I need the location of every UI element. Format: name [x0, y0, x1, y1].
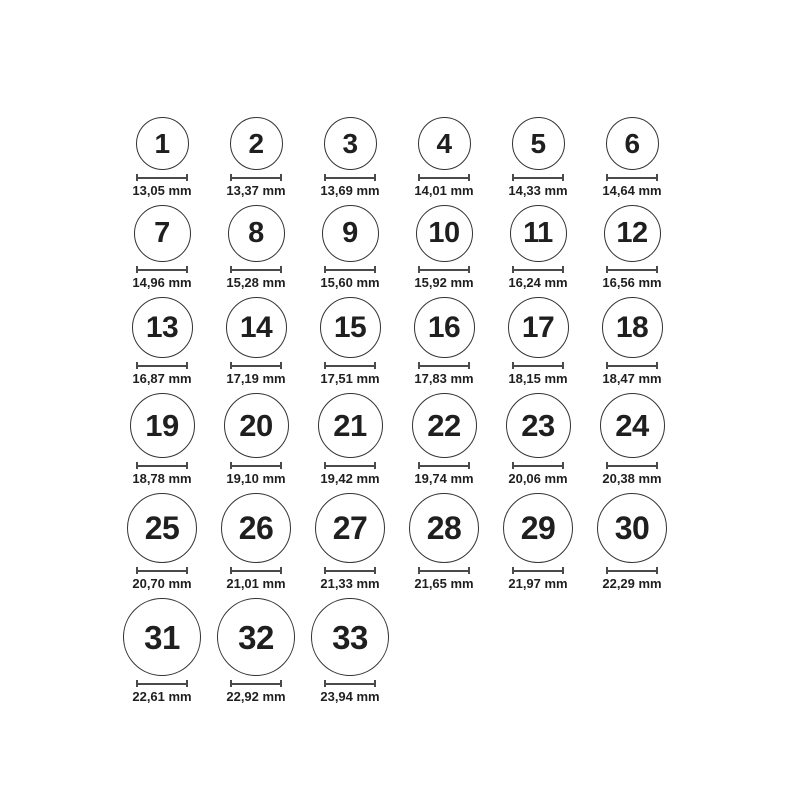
- measure-tick-right: [656, 462, 658, 469]
- diameter-measure-line: [230, 680, 282, 687]
- ring-size-number: 17: [521, 310, 555, 344]
- measure-tick-left: [512, 362, 514, 369]
- ring-size-number: 5: [530, 127, 546, 159]
- diameter-label: 19,42 mm: [320, 471, 380, 486]
- ring-size-number: 10: [428, 217, 460, 249]
- diameter-label: 15,92 mm: [414, 275, 474, 290]
- ring-circle: [130, 393, 195, 458]
- ring-size-number: 4: [436, 127, 452, 159]
- measure-tick-right: [374, 362, 376, 369]
- measure-tick-right: [280, 174, 282, 181]
- measure-tick-left: [606, 462, 608, 469]
- measure-tick-left: [418, 174, 420, 181]
- measure-bar: [418, 177, 470, 179]
- measure-tick-right: [468, 362, 470, 369]
- ring-size-number: 15: [333, 310, 367, 344]
- diameter-label: 18,78 mm: [132, 471, 192, 486]
- ring-size-number: 2: [248, 127, 264, 159]
- measure-tick-right: [186, 266, 188, 273]
- measure-bar: [606, 177, 658, 179]
- ring-circle: [414, 297, 475, 358]
- diameter-label: 19,10 mm: [226, 471, 286, 486]
- diameter-measure-line: [418, 567, 470, 574]
- diameter-label: 21,65 mm: [414, 576, 474, 591]
- ring-size-cell: [115, 598, 209, 703]
- measure-bar: [512, 177, 564, 179]
- measure-tick-right: [656, 266, 658, 273]
- diameter-measure-line: [136, 567, 188, 574]
- ring-circle: [602, 297, 663, 358]
- diameter-label: 17,19 mm: [226, 371, 286, 386]
- ring-size-number: 28: [426, 510, 462, 546]
- diameter-measure-line: [230, 362, 282, 369]
- measure-tick-left: [324, 567, 326, 574]
- diameter-label: 22,29 mm: [602, 576, 662, 591]
- measure-bar: [606, 269, 658, 271]
- measure-bar: [512, 465, 564, 467]
- ring-size-number: 8: [248, 217, 264, 249]
- measure-bar: [324, 683, 376, 685]
- diameter-label: 14,01 mm: [414, 183, 474, 198]
- ring-size-number: 19: [145, 408, 179, 443]
- measure-tick-left: [136, 174, 138, 181]
- measure-bar: [230, 465, 282, 467]
- measure-tick-right: [280, 362, 282, 369]
- measure-tick-left: [512, 462, 514, 469]
- diameter-label: 20,06 mm: [508, 471, 568, 486]
- diameter-measure-line: [136, 174, 188, 181]
- diameter-measure-line: [324, 174, 376, 181]
- ring-size-row: [115, 493, 679, 590]
- ring-circle: [418, 117, 471, 170]
- ring-circle: [318, 393, 383, 458]
- ring-size-number: 26: [238, 510, 274, 546]
- diameter-measure-line: [324, 680, 376, 687]
- ring-circle: [132, 297, 193, 358]
- measure-tick-right: [656, 567, 658, 574]
- ring-size-row: [115, 297, 679, 385]
- ring-size-chart: [115, 117, 679, 711]
- diameter-label: 21,33 mm: [320, 576, 380, 591]
- ring-size-number: 30: [614, 510, 650, 546]
- ring-circle: [315, 493, 385, 563]
- ring-size-number: 1: [154, 127, 170, 159]
- ring-circle: [322, 205, 379, 262]
- measure-tick-right: [468, 174, 470, 181]
- ring-size-cell: [115, 297, 209, 385]
- measure-tick-left: [230, 680, 232, 687]
- ring-size-number: 9: [342, 217, 358, 249]
- diameter-label: 18,47 mm: [602, 371, 662, 386]
- measure-bar: [418, 365, 470, 367]
- diameter-measure-line: [324, 567, 376, 574]
- ring-circle: [409, 493, 479, 563]
- diameter-measure-line: [418, 462, 470, 469]
- diameter-measure-line: [136, 462, 188, 469]
- diameter-measure-line: [512, 362, 564, 369]
- measure-bar: [324, 570, 376, 572]
- measure-bar: [230, 683, 282, 685]
- ring-circle: [134, 205, 191, 262]
- diameter-measure-line: [512, 266, 564, 273]
- measure-bar: [606, 365, 658, 367]
- diameter-label: 17,83 mm: [414, 371, 474, 386]
- ring-circle: [416, 205, 473, 262]
- ring-size-row: [115, 598, 679, 703]
- measure-tick-left: [136, 680, 138, 687]
- measure-tick-left: [324, 362, 326, 369]
- measure-bar: [230, 570, 282, 572]
- ring-size-cell: [491, 493, 585, 590]
- ring-size-number: 23: [521, 408, 555, 443]
- ring-circle: [508, 297, 569, 358]
- ring-size-number: 29: [520, 510, 556, 546]
- ring-size-row: [115, 117, 679, 197]
- ring-circle: [123, 598, 201, 676]
- measure-tick-right: [186, 462, 188, 469]
- diameter-label: 15,28 mm: [226, 275, 286, 290]
- ring-circle: [597, 493, 667, 563]
- measure-tick-right: [468, 567, 470, 574]
- diameter-measure-line: [418, 174, 470, 181]
- measure-tick-left: [230, 174, 232, 181]
- measure-tick-left: [606, 567, 608, 574]
- ring-size-row: [115, 205, 679, 289]
- diameter-measure-line: [606, 567, 658, 574]
- measure-tick-left: [230, 462, 232, 469]
- ring-size-cell: [115, 393, 209, 485]
- ring-size-row: [115, 393, 679, 485]
- ring-size-number: 14: [239, 310, 273, 344]
- ring-size-cell: [585, 205, 679, 289]
- diameter-label: 23,94 mm: [320, 689, 380, 704]
- measure-tick-right: [468, 266, 470, 273]
- ring-size-cell: [303, 393, 397, 485]
- measure-bar: [324, 465, 376, 467]
- ring-size-cell: [397, 493, 491, 590]
- diameter-measure-line: [418, 266, 470, 273]
- diameter-label: 18,15 mm: [508, 371, 568, 386]
- diameter-label: 22,92 mm: [226, 689, 286, 704]
- measure-bar: [324, 177, 376, 179]
- measure-tick-right: [186, 680, 188, 687]
- measure-bar: [418, 465, 470, 467]
- measure-bar: [418, 269, 470, 271]
- measure-tick-left: [512, 567, 514, 574]
- measure-tick-right: [374, 567, 376, 574]
- ring-circle: [221, 493, 291, 563]
- ring-size-number: 22: [427, 408, 461, 443]
- ring-circle: [506, 393, 571, 458]
- measure-bar: [230, 177, 282, 179]
- diameter-measure-line: [230, 266, 282, 273]
- ring-size-cell: [115, 117, 209, 197]
- diameter-label: 20,38 mm: [602, 471, 662, 486]
- measure-tick-right: [374, 266, 376, 273]
- diameter-measure-line: [418, 362, 470, 369]
- diameter-label: 14,96 mm: [132, 275, 192, 290]
- ring-size-cell: [303, 493, 397, 590]
- ring-size-cell: [397, 297, 491, 385]
- ring-size-cell: [585, 297, 679, 385]
- ring-circle: [324, 117, 377, 170]
- ring-size-number: 3: [342, 127, 358, 159]
- ring-size-number: 16: [427, 310, 461, 344]
- ring-circle: [412, 393, 477, 458]
- ring-circle: [136, 117, 189, 170]
- diameter-measure-line: [136, 266, 188, 273]
- measure-tick-left: [230, 362, 232, 369]
- measure-tick-left: [324, 266, 326, 273]
- ring-size-cell: [585, 393, 679, 485]
- ring-size-number: 25: [144, 510, 180, 546]
- measure-tick-right: [374, 680, 376, 687]
- measure-bar: [418, 570, 470, 572]
- diameter-label: 13,05 mm: [132, 183, 192, 198]
- measure-tick-left: [512, 174, 514, 181]
- ring-size-cell: [303, 117, 397, 197]
- diameter-measure-line: [512, 567, 564, 574]
- ring-size-cell: [397, 393, 491, 485]
- ring-size-number: 27: [332, 510, 368, 546]
- diameter-label: 21,01 mm: [226, 576, 286, 591]
- ring-size-cell: [585, 493, 679, 590]
- measure-tick-left: [418, 462, 420, 469]
- ring-size-cell: [209, 598, 303, 703]
- ring-size-cell: [397, 205, 491, 289]
- diameter-label: 20,70 mm: [132, 576, 192, 591]
- measure-tick-left: [324, 680, 326, 687]
- ring-circle: [512, 117, 565, 170]
- diameter-label: 14,64 mm: [602, 183, 662, 198]
- ring-circle: [226, 297, 287, 358]
- ring-circle: [510, 205, 567, 262]
- diameter-measure-line: [512, 462, 564, 469]
- ring-size-cell: [209, 297, 303, 385]
- measure-tick-right: [562, 174, 564, 181]
- measure-tick-right: [186, 362, 188, 369]
- ring-size-cell: [303, 598, 397, 703]
- ring-size-cell: [115, 493, 209, 590]
- diameter-measure-line: [136, 362, 188, 369]
- ring-circle: [600, 393, 665, 458]
- measure-bar: [136, 365, 188, 367]
- ring-circle: [311, 598, 389, 676]
- ring-circle: [217, 598, 295, 676]
- ring-size-cell: [585, 117, 679, 197]
- measure-tick-left: [136, 567, 138, 574]
- diameter-measure-line: [512, 174, 564, 181]
- diameter-label: 15,60 mm: [320, 275, 380, 290]
- measure-tick-right: [186, 174, 188, 181]
- measure-tick-left: [512, 266, 514, 273]
- measure-bar: [324, 269, 376, 271]
- ring-circle: [127, 493, 197, 563]
- ring-size-cell: [491, 297, 585, 385]
- measure-tick-left: [324, 174, 326, 181]
- ring-size-number: 12: [616, 217, 648, 249]
- measure-tick-left: [418, 362, 420, 369]
- ring-size-number: 31: [144, 618, 180, 656]
- ring-size-cell: [209, 205, 303, 289]
- diameter-label: 19,74 mm: [414, 471, 474, 486]
- ring-size-number: 7: [154, 217, 170, 249]
- ring-size-number: 32: [238, 618, 274, 656]
- ring-size-number: 18: [615, 310, 649, 344]
- ring-size-number: 13: [145, 310, 179, 344]
- measure-tick-left: [230, 567, 232, 574]
- diameter-label: 13,37 mm: [226, 183, 286, 198]
- ring-circle: [230, 117, 283, 170]
- ring-size-number: 20: [239, 408, 273, 443]
- measure-tick-right: [468, 462, 470, 469]
- measure-bar: [512, 269, 564, 271]
- diameter-label: 21,97 mm: [508, 576, 568, 591]
- ring-size-cell: [491, 117, 585, 197]
- ring-size-number: 33: [332, 618, 368, 656]
- measure-bar: [606, 570, 658, 572]
- ring-size-cell: [491, 393, 585, 485]
- measure-tick-left: [606, 266, 608, 273]
- diameter-measure-line: [324, 462, 376, 469]
- measure-tick-right: [562, 362, 564, 369]
- ring-size-cell: [209, 493, 303, 590]
- measure-bar: [512, 365, 564, 367]
- measure-tick-left: [606, 174, 608, 181]
- diameter-measure-line: [230, 462, 282, 469]
- ring-circle: [604, 205, 661, 262]
- ring-circle: [228, 205, 285, 262]
- measure-tick-left: [606, 362, 608, 369]
- measure-bar: [230, 365, 282, 367]
- ring-size-number: 24: [615, 408, 649, 443]
- measure-tick-left: [324, 462, 326, 469]
- diameter-measure-line: [230, 567, 282, 574]
- measure-tick-left: [418, 567, 420, 574]
- measure-tick-left: [230, 266, 232, 273]
- measure-bar: [136, 269, 188, 271]
- diameter-label: 22,61 mm: [132, 689, 192, 704]
- diameter-measure-line: [606, 266, 658, 273]
- diameter-measure-line: [324, 266, 376, 273]
- measure-tick-right: [374, 174, 376, 181]
- ring-size-cell: [209, 393, 303, 485]
- measure-bar: [606, 465, 658, 467]
- ring-circle: [606, 117, 659, 170]
- measure-tick-left: [136, 266, 138, 273]
- measure-tick-left: [136, 362, 138, 369]
- diameter-measure-line: [606, 174, 658, 181]
- ring-size-cell: [209, 117, 303, 197]
- ring-size-cell: [115, 205, 209, 289]
- measure-bar: [136, 465, 188, 467]
- measure-tick-left: [418, 266, 420, 273]
- measure-bar: [512, 570, 564, 572]
- ring-size-number: 21: [333, 408, 367, 443]
- measure-bar: [230, 269, 282, 271]
- ring-size-cell: [491, 205, 585, 289]
- measure-tick-right: [656, 362, 658, 369]
- diameter-label: 16,56 mm: [602, 275, 662, 290]
- measure-tick-right: [280, 680, 282, 687]
- ring-circle: [224, 393, 289, 458]
- measure-tick-right: [186, 567, 188, 574]
- diameter-measure-line: [324, 362, 376, 369]
- diameter-label: 14,33 mm: [508, 183, 568, 198]
- measure-tick-right: [656, 174, 658, 181]
- measure-bar: [136, 683, 188, 685]
- ring-circle: [503, 493, 573, 563]
- ring-circle: [320, 297, 381, 358]
- ring-size-cell: [303, 205, 397, 289]
- diameter-label: 17,51 mm: [320, 371, 380, 386]
- diameter-measure-line: [136, 680, 188, 687]
- measure-bar: [136, 177, 188, 179]
- measure-tick-right: [374, 462, 376, 469]
- measure-tick-right: [280, 266, 282, 273]
- ring-size-cell: [303, 297, 397, 385]
- measure-tick-right: [280, 567, 282, 574]
- diameter-measure-line: [230, 174, 282, 181]
- measure-tick-right: [280, 462, 282, 469]
- measure-tick-right: [562, 567, 564, 574]
- measure-tick-right: [562, 462, 564, 469]
- measure-bar: [136, 570, 188, 572]
- ring-size-number: 11: [523, 217, 553, 249]
- diameter-measure-line: [606, 362, 658, 369]
- diameter-label: 16,87 mm: [132, 371, 192, 386]
- ring-size-cell: [397, 117, 491, 197]
- measure-bar: [324, 365, 376, 367]
- diameter-label: 16,24 mm: [508, 275, 568, 290]
- measure-tick-left: [136, 462, 138, 469]
- diameter-measure-line: [606, 462, 658, 469]
- diameter-label: 13,69 mm: [320, 183, 380, 198]
- ring-size-number: 6: [624, 127, 640, 159]
- measure-tick-right: [562, 266, 564, 273]
